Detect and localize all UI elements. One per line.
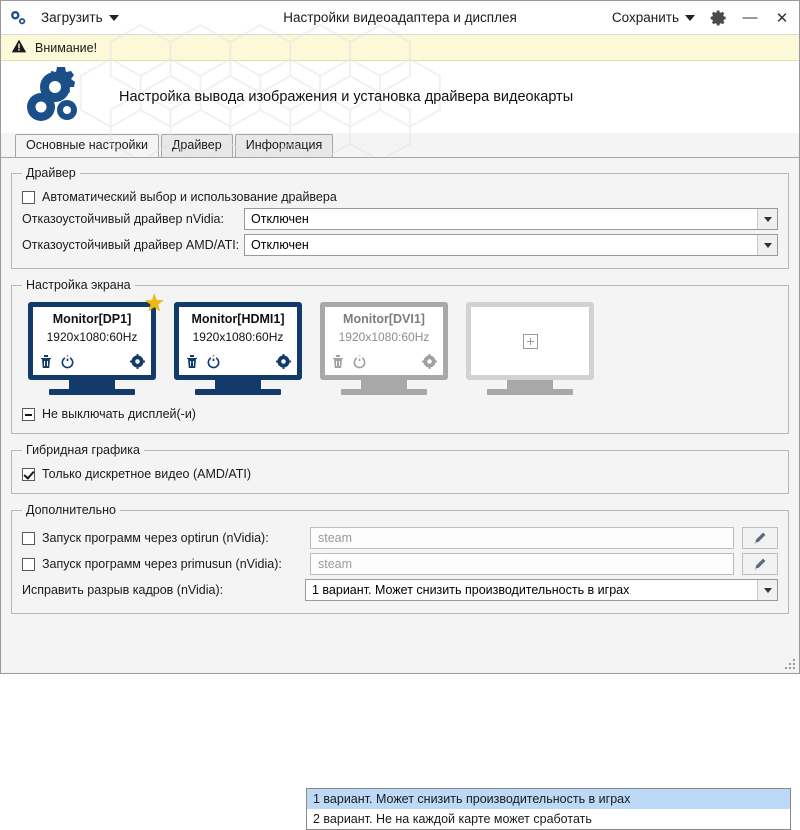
amd-driver-combo[interactable] xyxy=(244,234,778,256)
optirun-checkbox[interactable] xyxy=(22,532,35,545)
amd-driver-value: Отключен xyxy=(251,238,309,252)
monitor-base xyxy=(487,389,573,395)
title-bar xyxy=(1,1,799,35)
hybrid-graphics-group xyxy=(11,443,789,494)
gear-icon[interactable] xyxy=(422,354,437,372)
gears-icon xyxy=(7,7,29,29)
pencil-icon xyxy=(753,531,767,545)
load-menu-button[interactable] xyxy=(37,8,123,27)
monitor-stand xyxy=(215,380,261,389)
monitor-screen[interactable] xyxy=(320,302,448,380)
amd-driver-row xyxy=(22,234,778,256)
nvidia-driver-row xyxy=(22,208,778,230)
additional-group xyxy=(11,503,789,614)
screen-group xyxy=(11,278,789,434)
additional-group-legend: Дополнительно xyxy=(26,503,116,517)
hybrid-graphics-legend: Гибридная графика xyxy=(26,443,140,457)
trash-icon[interactable] xyxy=(39,354,53,372)
nvidia-driver-combo[interactable] xyxy=(244,208,778,230)
load-menu-label: Загрузить xyxy=(41,10,103,25)
optirun-input[interactable]: steam xyxy=(310,527,734,549)
no-turnoff-display-label: Не выключать дисплей(-и) xyxy=(42,407,196,421)
pencil-icon xyxy=(753,557,767,571)
gear-icon[interactable] xyxy=(709,8,729,28)
amd-driver-label: Отказоустойчивый драйвер AMD/ATI: xyxy=(22,238,240,252)
discrete-only-checkbox[interactable] xyxy=(22,468,35,481)
monitor-base xyxy=(341,389,427,395)
monitor-name: Monitor[HDMI1] xyxy=(191,312,285,326)
monitor-list xyxy=(22,290,778,397)
gear-icon[interactable] xyxy=(276,354,291,372)
driver-group-legend: Драйвер xyxy=(26,166,76,180)
trash-icon[interactable] xyxy=(185,354,199,372)
primary-star-icon: ★ xyxy=(143,290,165,317)
monitor-card[interactable] xyxy=(28,290,165,395)
warning-text: Внимание! xyxy=(35,40,98,55)
tearfix-dropdown-list[interactable] xyxy=(306,788,791,830)
auto-driver-checkbox[interactable] xyxy=(22,191,35,204)
monitor-card[interactable] xyxy=(320,302,448,395)
monitor-base xyxy=(195,389,281,395)
primusrun-row xyxy=(22,553,778,575)
monitor-resolution: 1920x1080:60Hz xyxy=(338,330,430,344)
plus-icon[interactable] xyxy=(523,334,538,349)
screen-group-legend: Настройка экрана xyxy=(26,278,131,292)
optirun-row xyxy=(22,527,778,549)
primusrun-checkbox[interactable] xyxy=(22,558,35,571)
gear-icon[interactable] xyxy=(130,354,145,372)
tearfix-combo[interactable] xyxy=(305,579,778,601)
tab-information[interactable]: Информация xyxy=(235,134,334,157)
driver-group xyxy=(11,166,789,269)
monitor-card[interactable] xyxy=(174,302,302,395)
gears-icon xyxy=(17,65,109,129)
chevron-down-icon xyxy=(685,15,695,21)
monitor-stand xyxy=(507,380,553,389)
tearfix-option-2[interactable]: 2 вариант. Не на каждой карте может сработать xyxy=(313,812,592,826)
nvidia-driver-value: Отключен xyxy=(251,212,309,226)
monitor-resolution: 1920x1080:60Hz xyxy=(46,330,138,344)
trash-icon[interactable] xyxy=(331,354,345,372)
monitor-screen[interactable] xyxy=(174,302,302,380)
main-content xyxy=(1,157,799,826)
save-menu-button[interactable] xyxy=(608,8,699,27)
power-icon[interactable] xyxy=(206,354,221,372)
tab-main-settings[interactable]: Основные настройки xyxy=(15,134,159,157)
chevron-down-icon xyxy=(109,15,119,21)
power-icon[interactable] xyxy=(352,354,367,372)
tearfix-option-1[interactable]: 1 вариант. Может снизить производительность в играх xyxy=(307,789,790,809)
monitor-resolution: 1920x1080:60Hz xyxy=(192,330,284,344)
monitor-name: Monitor[DVI1] xyxy=(343,312,425,326)
resize-grip-icon[interactable] xyxy=(783,657,797,671)
primusrun-edit-button[interactable] xyxy=(742,553,778,575)
tearfix-value: 1 вариант. Может снизить производительность в играх xyxy=(312,583,630,597)
no-turnoff-display-checkbox[interactable] xyxy=(22,408,35,421)
monitor-base xyxy=(49,389,135,395)
monitor-stand xyxy=(361,380,407,389)
nvidia-driver-label: Отказоустойчивый драйвер nVidia: xyxy=(22,212,224,226)
minimize-button[interactable]: — xyxy=(742,9,758,26)
tearfix-label: Исправить разрыв кадров (nVidia): xyxy=(22,583,224,597)
primusrun-input[interactable]: steam xyxy=(310,553,734,575)
chevron-down-icon[interactable] xyxy=(757,209,777,229)
power-icon[interactable] xyxy=(60,354,75,372)
tab-driver[interactable]: Драйвер xyxy=(161,134,233,157)
banner xyxy=(1,61,799,133)
add-monitor-card[interactable] xyxy=(466,302,594,395)
optirun-label: Запуск программ через optirun (nVidia): xyxy=(42,531,269,545)
chevron-down-icon[interactable] xyxy=(757,235,777,255)
optirun-edit-button[interactable] xyxy=(742,527,778,549)
close-button[interactable]: ✕ xyxy=(775,9,789,27)
monitor-screen[interactable] xyxy=(28,302,156,380)
auto-driver-row[interactable] xyxy=(22,190,778,204)
discrete-only-label: Только дискретное видео (AMD/ATI) xyxy=(42,467,252,481)
auto-driver-label: Автоматический выбор и использование драйвера xyxy=(42,190,337,204)
banner-title: Настройка вывода изображения и установка драйвера видеокарты xyxy=(119,89,574,105)
primusrun-label: Запуск программ через primusun (nVidia): xyxy=(42,557,282,571)
discrete-only-row[interactable] xyxy=(22,467,778,481)
save-menu-label: Сохранить xyxy=(611,10,679,25)
window-title: Настройки видеоадаптера и дисплея xyxy=(283,10,517,25)
monitor-stand xyxy=(69,380,115,389)
monitor-name: Monitor[DP1] xyxy=(52,312,132,326)
add-monitor-screen[interactable] xyxy=(466,302,594,380)
chevron-down-icon[interactable] xyxy=(757,580,777,600)
no-turnoff-row[interactable] xyxy=(22,407,778,421)
tearfix-row xyxy=(22,579,778,601)
